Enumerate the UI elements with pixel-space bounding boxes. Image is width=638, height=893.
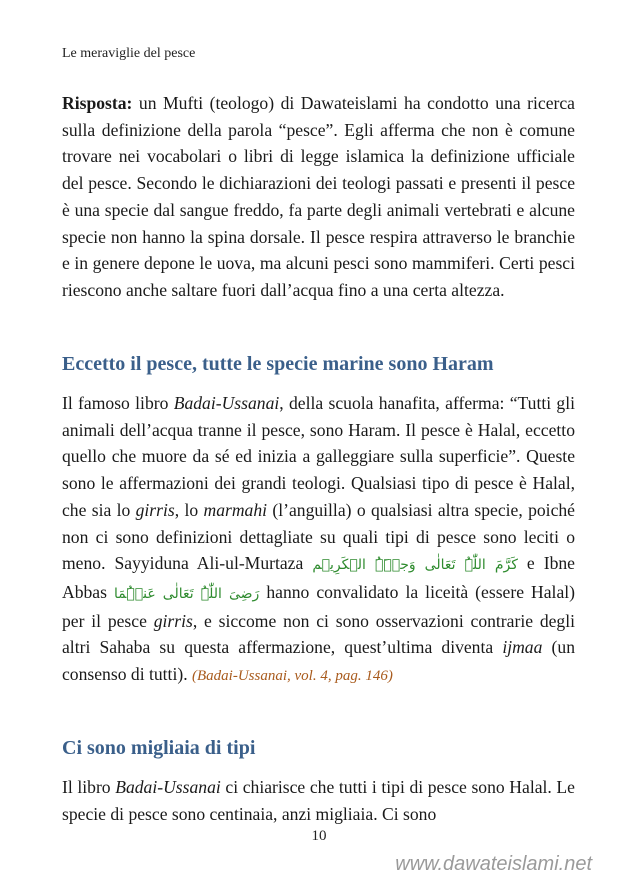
running-title: Le meraviglie del pesce	[62, 46, 196, 61]
text-run: , e siccome non ci sono osservazioni contrarie degli altri Sahaba su questa affermazione, quest’ultima diventa	[62, 610, 575, 658]
page-number: 10	[311, 828, 327, 844]
term-marmahi: marmahi	[203, 499, 268, 520]
watermark-url: www.dawateislami.net	[395, 853, 592, 875]
text-run: e Ibne Abbas	[62, 553, 575, 602]
answer-paragraph	[62, 90, 575, 304]
text-run: Il libro	[62, 777, 116, 797]
term-girris: girris	[153, 610, 193, 631]
arabic-honorific-abbas: رَضِیَ اللّٰہُ تَعَالٰی عَنۡہُمَا	[113, 585, 260, 602]
text-run: , lo	[174, 499, 204, 520]
answer-label: Risposta:	[62, 93, 133, 113]
section-heading-types: Ci sono migliaia di tipi	[62, 737, 256, 759]
text-run: hanno convalidato la liceità (essere Halal) per il pesce	[62, 581, 575, 631]
term-girris: girris	[135, 499, 175, 520]
term-ijmaa: ijmaa	[502, 637, 543, 658]
arabic-honorific-ali: كَرَّمَ اللّٰہُ تَعَالٰی وَجۡہَہُ الۡکَرِیۡم	[312, 557, 518, 574]
text-run: (un consenso di tutti).	[62, 637, 575, 685]
section1-paragraph	[62, 390, 575, 690]
text-run: Il famoso libro	[62, 393, 174, 413]
book-title: Badai-Ussanai	[173, 393, 280, 413]
book-title: Badai-Ussanai	[115, 777, 221, 797]
text-run: , della scuola hanafita, afferma: “Tutti gli animali dell’acqua tranne il pesce, sono Haram. Il pesce è Halal, eccetto quello che muore da sé ed inizia a galleggiare sulla superficie”. Queste sono le affermazioni dei grandi teologi. Qualsiasi tipo di pesce è Halal, che sia lo	[62, 393, 575, 520]
section-heading-haram: Eccetto il pesce, tutte le specie marine sono Haram	[62, 353, 494, 375]
text-run: (l’anguilla) o qualsiasi altra specie, poiché non ci sono definizioni dettagliate su quali tipi di pesce sono leciti o meno. Sayyiduna Ali-ul-Murtaza	[62, 499, 575, 574]
answer-text: un Mufti (teologo) di Dawateislami ha condotto una ricerca sulla definizione della parola “pesce”. Egli afferma che non è comune trovare nei vocabolari o libri di legge islamica la definizione ufficiale del pesce. Secondo le dichiarazioni dei teologi passati e presenti il pesce è una specie dal sangue freddo, fa parte degli animali vertebrati e alcune specie non hanno la spina dorsale. Il pesce respira attraverso le branchie e in genere depone le uova, ma alcuni pesci sono mammiferi. Certi pesci riescono anche saltare fuori dall’acqua fino a una certa altezza.	[62, 93, 575, 300]
section2-paragraph	[62, 774, 575, 827]
citation-reference: (Badai-Ussanai, vol. 4, pag. 146)	[192, 668, 393, 685]
text-run: ci chiarisce che tutti i tipi di pesce sono Halal. Le specie di pesce sono centinaia, anzi migliaia. Ci sono	[62, 777, 575, 824]
